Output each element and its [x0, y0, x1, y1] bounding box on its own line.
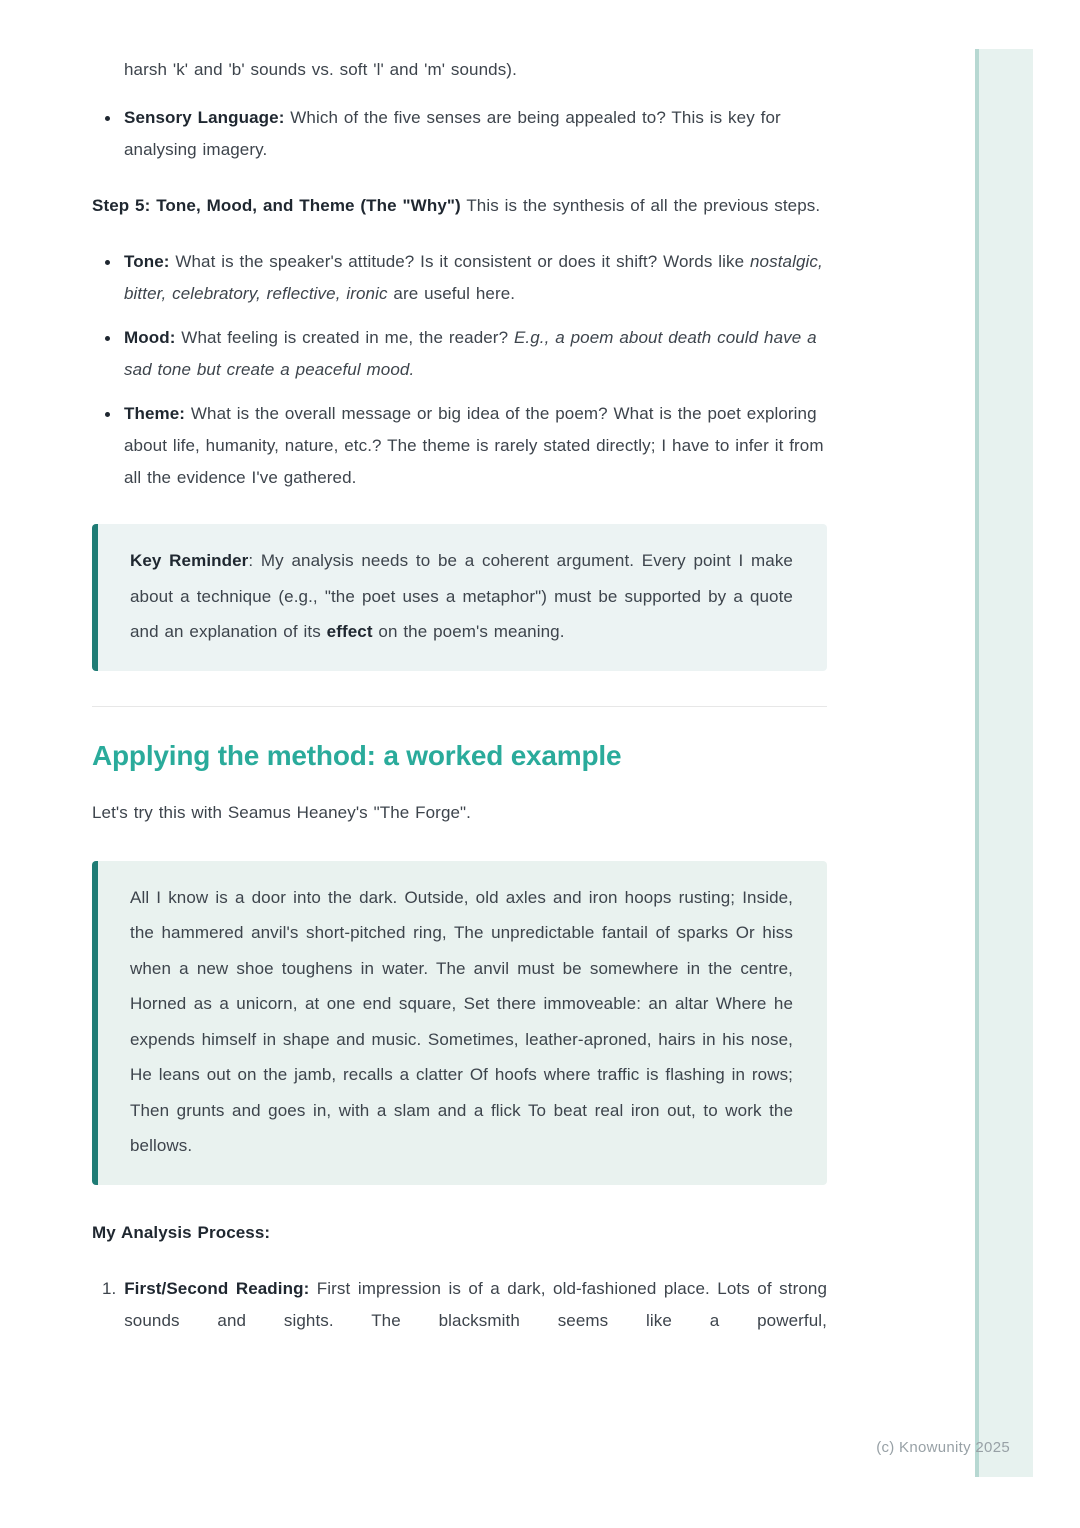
list-item-text: Tone: What is the speaker's attitude? Is it consistent or does it shift? Words like nostalgic, bitter, celebratory, reflective, ironic are useful here. — [124, 252, 823, 303]
numbered-item-first-reading — [92, 1273, 827, 1337]
bullet-icon — [105, 260, 110, 265]
analysis-process-label: My Analysis Process: — [92, 1222, 271, 1242]
list-item-text: Mood: What feeling is created in me, the reader? E.g., a poem about death could have a sad tone but create a peaceful mood. — [124, 328, 817, 379]
step5-paragraph: Step 5: Tone, Mood, and Theme (The "Why") This is the synthesis of all the previous steps. — [92, 196, 821, 215]
section-divider — [92, 706, 827, 707]
list-item-mood — [92, 322, 827, 386]
list-item-theme — [92, 398, 827, 494]
section-intro: Let's try this with Seamus Heaney's "The Forge". — [92, 802, 472, 822]
technique-bullet-list — [92, 102, 827, 166]
list-item-text: Sensory Language: Which of the five senses are being appealed to? This is key for analysing imagery. — [124, 108, 781, 159]
paragraph-continuation: harsh 'k' and 'b' sounds vs. soft 'l' and 'm' sounds). — [124, 60, 517, 79]
poem-quote-text: All I know is a door into the dark. Outside, old axles and iron hoops rusting; Inside, the hammered anvil's short-pitched ring, The unpredictable fantail of sparks Or hiss when a new shoe toughens in water. The anvil must be somewhere in the centre, Horned as a unicorn, at one end square, Set there immoveable: an altar Where he expends himself in shape and music. Sometimes, leather-aproned, hairs in his nose, He leans out on the jamb, recalls a clatter Of hoofs where traffic is flashing in rows; Then grunts and goes in, with a slam and a flick To beat real iron out, to work the bellows. — [130, 887, 793, 1155]
section-heading: Applying the method: a worked example — [92, 739, 622, 771]
key-reminder-callout — [92, 524, 827, 671]
bullet-icon — [105, 412, 110, 417]
poem-quote-callout — [92, 861, 827, 1185]
list-item-text: First/Second Reading: First impression is of a dark, old-fashioned place. Lots of strong sounds and sights. The blacksmith seems like a powerful, — [124, 1278, 827, 1330]
list-item-tone — [92, 246, 827, 310]
list-item-sensory-language — [92, 102, 827, 166]
list-number: 1. — [102, 1278, 117, 1298]
notes-content — [92, 54, 827, 1337]
key-reminder-text: Key Reminder: My analysis needs to be a coherent argument. Every point I make about a technique (e.g., "the poet uses a metaphor") must be supported by a quote and an explanation of its effect on the poem's meaning. — [130, 551, 793, 641]
tone-mood-theme-list — [92, 246, 827, 494]
bullet-icon — [105, 336, 110, 341]
bullet-icon — [105, 116, 110, 121]
list-item-text: Theme: What is the overall message or big idea of the poem? What is the poet exploring about life, humanity, nature, etc.? The theme is rarely stated directly; I have to infer it from all the evidence I've gathered. — [124, 404, 824, 487]
watermark: (c) Knowunity 2025 — [876, 1439, 1010, 1456]
page-edge-strip — [975, 49, 1033, 1477]
